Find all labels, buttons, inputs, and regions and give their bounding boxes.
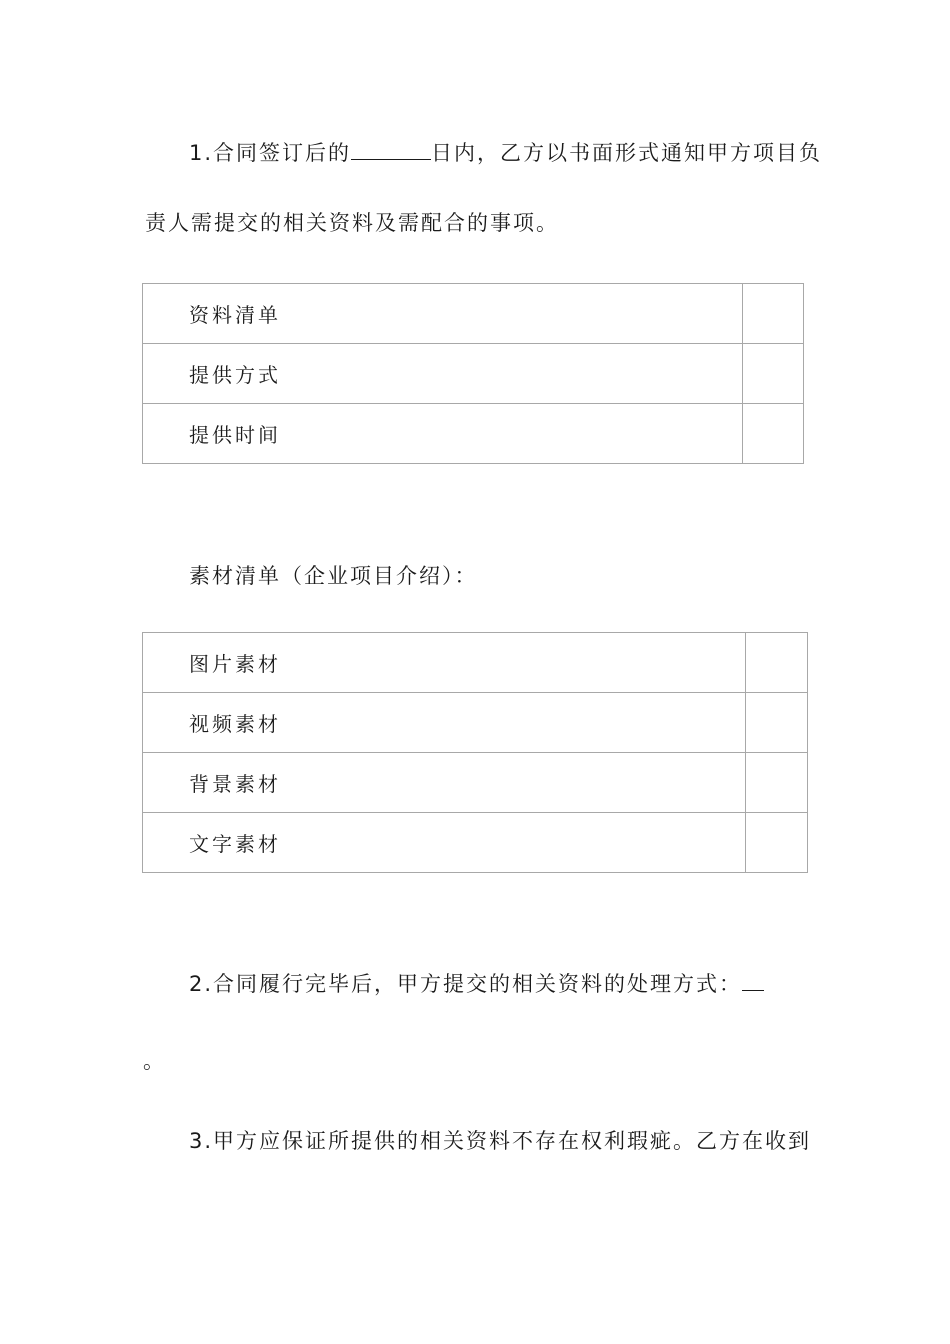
table-cell-value <box>746 633 808 693</box>
table-cell-value <box>746 813 808 873</box>
table-row <box>143 284 804 344</box>
table-cell-label: 图片素材 <box>143 633 746 693</box>
paragraph-1-prefix: 1.合同签订后的 <box>189 141 352 165</box>
handling-method-blank <box>742 968 764 991</box>
paragraph-1-line-2: 责人需提交的相关资料及需配合的事项。 <box>145 211 559 235</box>
table-row <box>143 753 808 813</box>
table-cell-value <box>746 693 808 753</box>
paragraph-3-line-1: 3.甲方应保证所提供的相关资料不存在权利瑕疵。乙方在收到 <box>189 1129 812 1153</box>
paragraph-2-line-2: 。 <box>143 1049 166 1073</box>
table-cell-value <box>743 344 804 404</box>
table-cell-label: 文字素材 <box>143 813 746 873</box>
table-row <box>143 344 804 404</box>
table-cell-label: 资料清单 <box>143 284 743 344</box>
materials-heading: 素材清单（企业项目介绍）： <box>189 564 478 588</box>
table-cell-value <box>743 404 804 464</box>
table-row <box>143 693 808 753</box>
days-blank <box>351 137 431 160</box>
paragraph-1-line-1 <box>189 137 822 168</box>
table-row <box>143 404 804 464</box>
table-cell-value <box>743 284 804 344</box>
table-cell-label: 视频素材 <box>143 693 746 753</box>
paragraph-2-text: 2.合同履行完毕后，甲方提交的相关资料的处理方式： <box>189 972 743 996</box>
table-row <box>143 633 808 693</box>
table-cell-value <box>746 753 808 813</box>
table-cell-label: 提供时间 <box>143 404 743 464</box>
materials-list-table <box>142 632 808 873</box>
materials-info-table <box>142 283 804 464</box>
table-cell-label: 提供方式 <box>143 344 743 404</box>
table-row <box>143 813 808 873</box>
paragraph-2-line-1 <box>189 968 764 999</box>
paragraph-1-suffix: 日内，乙方以书面形式通知甲方项目负 <box>431 141 823 165</box>
table-cell-label: 背景素材 <box>143 753 746 813</box>
